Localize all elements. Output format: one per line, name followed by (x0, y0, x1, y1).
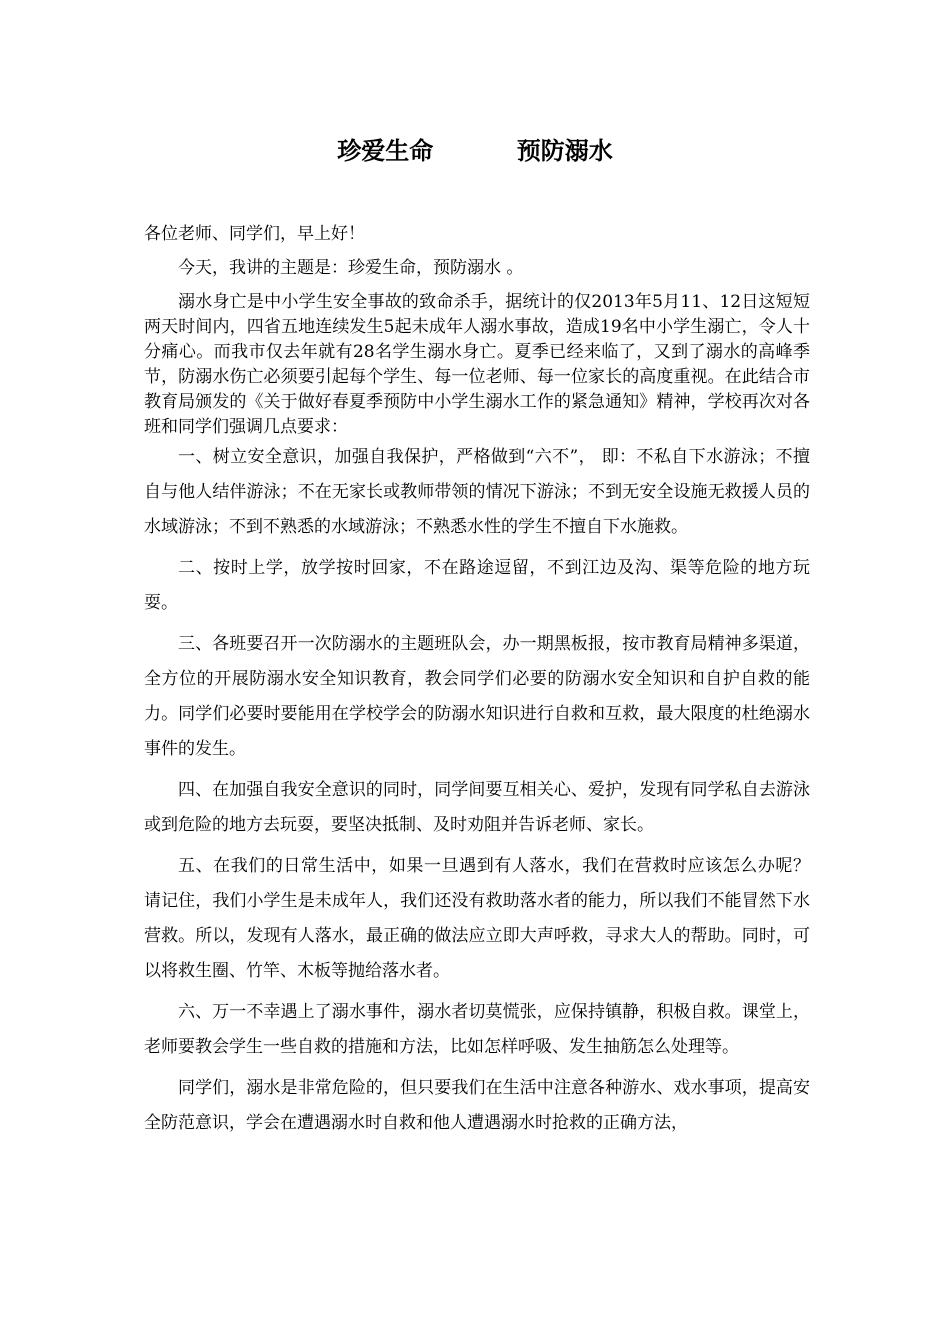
point-6-paragraph: 六、万一不幸遇上了溺水事件，溺水者切莫慌张，应保持镇静，积极自救。课堂上，老师要教会学生一些自救的措施和方法，比如怎样呼吸、发生抽筋怎么处理等。 (144, 1002, 810, 1057)
document-title: 珍爱生命 预防溺水 (337, 137, 613, 165)
intro-paragraph: 溺水身亡是中小学生安全事故的致命杀手，据统计的仅2013年5月11、12日这短短两天时间内，四省五地连续发生5起未成年人溺水事故，造成19名中小学生溺亡，令人十分痛心。而我市仅去年就有28名学生溺水身亡。夏季已经来临了，又到了溺水的高峰季节，防溺水伤亡必须要引起每个学生、每一位老师、每一位家长的高度重视。在此结合市教育局颁发的《关于做好春夏季预防中小学生溺水工作的紧急通知》精神，学校再次对各班和同学们强调几点要求： (144, 292, 810, 437)
point-5-paragraph: 五、在我们的日常生活中，如果一旦遇到有人落水，我们在营救时应该怎么办呢？ 请记住，我们小学生是未成年人，我们还没有救助落水者的能力，所以我们不能冒然下水营救。所以，发现有人落水，最正确的做法应立即大声呼救，寻求大人的帮助。同时，可以将救生圈、竹竿、木板等抛给落水者。 (144, 856, 810, 981)
point-1-paragraph: 一、树立安全意识，加强自我保护，严格做到“六不”， 即：不私自下水游泳；不擅自与他人结伴游泳；不在无家长或教师带领的情况下游泳；不到无安全设施无救援人员的水域游泳；不到不熟悉的水域游泳；不熟悉水性的学生不擅自下水施救。 (144, 447, 810, 537)
closing-paragraph: 同学们，溺水是非常危险的，但只要我们在生活中注意各种游水、戏水事项，提高安全防范意识，学会在遭遇溺水时自救和他人遭遇溺水时抢救的正确方法， (144, 1078, 810, 1133)
topic-paragraph: 今天，我讲的主题是：珍爱生命，预防溺水 。 (178, 258, 524, 278)
point-2-paragraph: 二、按时上学，放学按时回家，不在路途逗留，不到江边及沟、渠等危险的地方玩耍。 (144, 558, 810, 613)
greeting: 各位老师、同学们，早上好！ (144, 224, 365, 244)
point-3-paragraph: 三、各班要召开一次防溺水的主题班队会，办一期黑板报，按市教育局精神多渠道，全方位的开展防溺水安全知识教育，教会同学们必要的防溺水安全知识和自护自救的能力。同学们必要时要能用在学校学会的防溺水知识进行自救和互救，最大限度的杜绝溺水事件的发生。 (144, 634, 810, 759)
point-4-paragraph: 四、在加强自我安全意识的同时，同学间要互相关心、爱护，发现有同学私自去游泳或到危险的地方去玩耍，要坚决抵制、及时劝阻并告诉老师、家长。 (144, 780, 810, 835)
document-body (144, 220, 810, 1147)
